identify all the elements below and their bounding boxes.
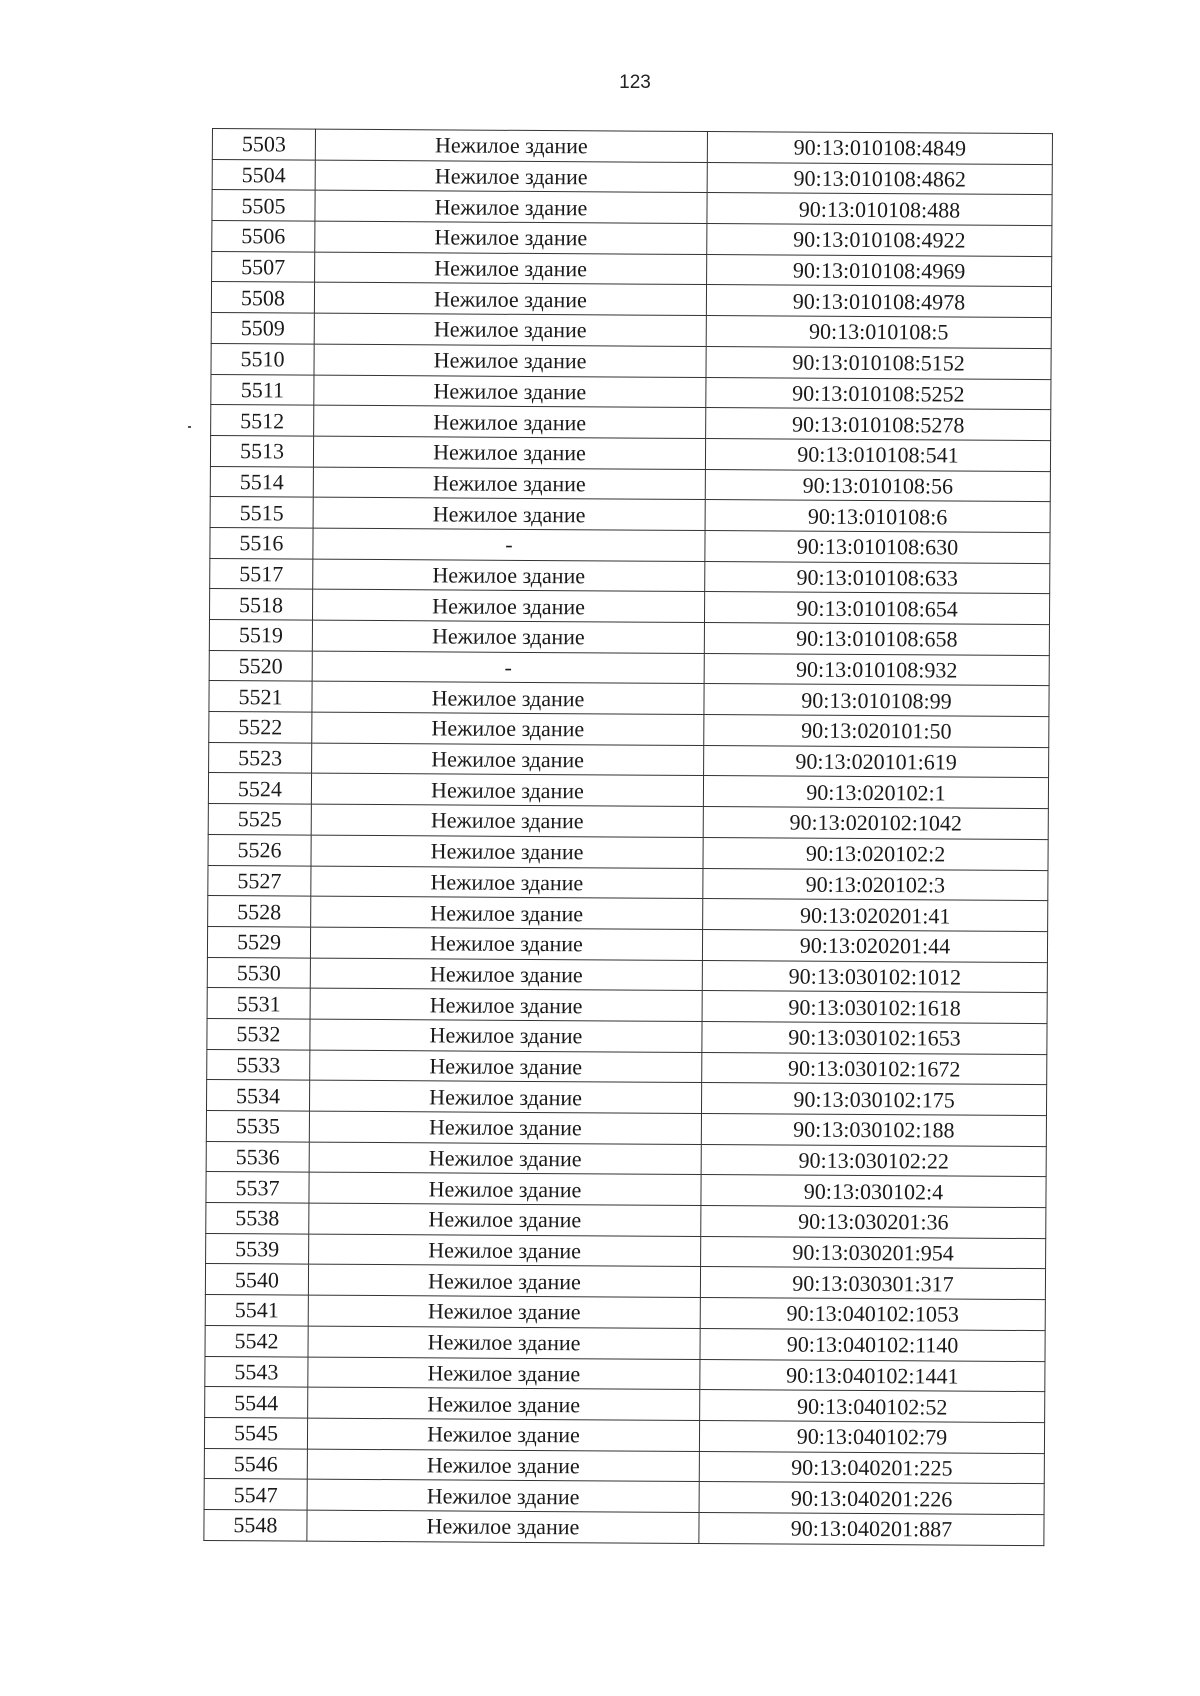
cadastral-number-cell: 90:13:030102:188: [701, 1114, 1046, 1147]
cadastral-number-cell: 90:13:010108:4862: [707, 162, 1052, 195]
object-type-cell: Нежилое здание: [310, 958, 702, 991]
row-number-cell: 5520: [209, 650, 312, 681]
row-number-cell: 5518: [209, 589, 312, 620]
row-number-cell: 5534: [206, 1080, 309, 1111]
table-row: [210, 435, 1050, 471]
table-row: [209, 742, 1049, 778]
table-row: [206, 1172, 1046, 1208]
object-type-cell: Нежилое здание: [313, 497, 705, 530]
object-type-cell: Нежилое здание: [311, 774, 703, 807]
row-number-cell: 5547: [204, 1479, 307, 1510]
table-row: [208, 773, 1048, 809]
object-type-cell: Нежилое здание: [314, 375, 706, 408]
table-row: [209, 650, 1049, 686]
row-number-cell: 5544: [205, 1387, 308, 1418]
cadastral-number-cell: 90:13:010108:5152: [706, 346, 1051, 379]
row-number-cell: 5514: [210, 466, 313, 497]
page-number: 123: [619, 72, 651, 93]
table-row: [211, 313, 1051, 349]
row-number-cell: 5536: [206, 1141, 309, 1172]
object-type-cell: Нежилое здание: [308, 1387, 700, 1420]
cadastral-number-cell: 90:13:020201:44: [702, 929, 1047, 962]
object-type-cell: Нежилое здание: [308, 1357, 700, 1390]
row-number-cell: 5511: [211, 374, 314, 405]
row-number-cell: 5533: [207, 1049, 310, 1080]
table-row: [204, 1448, 1044, 1484]
cadastral-number-cell: 90:13:020102:1042: [703, 807, 1048, 840]
object-type-cell: Нежилое здание: [308, 1295, 700, 1328]
cadastral-number-cell: 90:13:010108:6: [705, 500, 1050, 533]
row-number-cell: 5505: [212, 190, 315, 221]
row-number-cell: 5540: [205, 1264, 308, 1295]
table-row: [208, 804, 1048, 840]
cadastral-number-cell: 90:13:040201:226: [699, 1482, 1044, 1515]
object-type-cell: Нежилое здание: [310, 1050, 702, 1083]
table-row: [206, 1110, 1046, 1146]
table-row: [212, 251, 1052, 287]
table-row: [207, 957, 1047, 993]
object-type-cell: Нежилое здание: [311, 835, 703, 868]
object-type-cell: Нежилое здание: [312, 712, 704, 745]
table-row: [211, 374, 1051, 410]
margin-mark: [188, 426, 191, 428]
cadastral-number-cell: 90:13:030102:1012: [702, 960, 1047, 993]
object-type-cell: Нежилое здание: [309, 1080, 701, 1113]
object-type-cell: Нежилое здание: [311, 896, 703, 929]
cadastral-number-cell: 90:13:040102:52: [700, 1390, 1045, 1423]
cadastral-number-cell: 90:13:010108:5252: [706, 377, 1051, 410]
table-row: [206, 1080, 1046, 1116]
cadastral-number-cell: 90:13:030201:36: [701, 1206, 1046, 1239]
cadastral-number-cell: 90:13:010108:541: [705, 438, 1050, 471]
object-type-cell: Нежилое здание: [313, 436, 705, 469]
row-number-cell: 5507: [212, 251, 315, 282]
cadastral-number-cell: 90:13:010108:5278: [706, 408, 1051, 441]
row-number-cell: 5526: [208, 834, 311, 865]
table-row: [206, 1203, 1046, 1239]
row-number-cell: 5506: [212, 221, 315, 252]
cadastral-number-cell: 90:13:010108:56: [705, 469, 1050, 502]
cadastral-number-cell: 90:13:010108:633: [705, 561, 1050, 594]
cadastral-number-cell: 90:13:030102:1653: [702, 1021, 1047, 1054]
row-number-cell: 5543: [205, 1356, 308, 1387]
row-number-cell: 5528: [208, 896, 311, 927]
object-type-cell: Нежилое здание: [314, 344, 706, 377]
cadastral-number-cell: 90:13:030102:22: [701, 1144, 1046, 1177]
table-row: [205, 1356, 1045, 1392]
object-type-cell: Нежилое здание: [310, 927, 702, 960]
object-type-cell: Нежилое здание: [312, 589, 704, 622]
row-number-cell: 5548: [204, 1509, 307, 1540]
cadastral-number-cell: 90:13:010108:654: [704, 592, 1049, 625]
row-number-cell: 5542: [205, 1325, 308, 1356]
cadastral-number-cell: 90:13:010108:630: [705, 530, 1050, 563]
row-number-cell: 5527: [208, 865, 311, 896]
cadastral-number-cell: 90:13:010108:4922: [707, 224, 1052, 257]
row-number-cell: 5532: [207, 1018, 310, 1049]
row-number-cell: 5513: [210, 435, 313, 466]
table-row: [211, 405, 1051, 441]
cadastral-number-cell: 90:13:030102:175: [701, 1083, 1046, 1116]
table-row: [207, 1018, 1047, 1054]
row-number-cell: 5524: [208, 773, 311, 804]
cadastral-number-cell: 90:13:020102:2: [703, 837, 1048, 870]
cadastral-number-cell: 90:13:010108:658: [704, 623, 1049, 656]
table-row: [206, 1233, 1046, 1269]
table-row: [212, 221, 1052, 257]
cadastral-number-cell: 90:13:010108:932: [704, 653, 1049, 686]
object-type-cell: Нежилое здание: [312, 620, 704, 653]
cadastral-number-cell: 90:13:040102:1053: [700, 1298, 1045, 1331]
table-row: [209, 681, 1049, 717]
row-number-cell: 5546: [204, 1448, 307, 1479]
object-type-cell: Нежилое здание: [311, 804, 703, 837]
cadastral-number-cell: 90:13:030102:1618: [702, 991, 1047, 1024]
row-number-cell: 5512: [211, 405, 314, 436]
cadastral-number-cell: 90:13:030201:954: [701, 1236, 1046, 1269]
cadastral-number-cell: 90:13:010108:488: [707, 193, 1052, 226]
table-row: [204, 1417, 1044, 1453]
table-row: [206, 1141, 1046, 1177]
table-row: [209, 712, 1049, 748]
row-number-cell: 5517: [210, 558, 313, 589]
object-type-cell: Нежилое здание: [309, 1111, 701, 1144]
cadastral-number-cell: 90:13:020102:3: [703, 868, 1048, 901]
table-row: [209, 589, 1049, 625]
row-number-cell: 5535: [206, 1110, 309, 1141]
row-number-cell: 5503: [212, 129, 315, 160]
object-type-cell: Нежилое здание: [309, 1203, 701, 1236]
object-type-cell: Нежилое здание: [315, 221, 707, 254]
row-number-cell: 5519: [209, 619, 312, 650]
object-type-cell: Нежилое здание: [308, 1326, 700, 1359]
table-row: [209, 619, 1049, 655]
cadastral-number-cell: 90:13:030301:317: [700, 1267, 1045, 1300]
object-type-cell: Нежилое здание: [311, 866, 703, 899]
row-number-cell: 5537: [206, 1172, 309, 1203]
cadastral-number-cell: 90:13:020101:50: [704, 715, 1049, 748]
row-number-cell: 5508: [211, 282, 314, 313]
row-number-cell: 5529: [207, 926, 310, 957]
object-type-cell: Нежилое здание: [309, 1234, 701, 1267]
table-row: [210, 558, 1050, 594]
object-type-cell: Нежилое здание: [308, 1265, 700, 1298]
table-row: [212, 159, 1052, 195]
object-type-cell: Нежилое здание: [315, 160, 707, 193]
cadastral-number-cell: 90:13:030102:4: [701, 1175, 1046, 1208]
object-type-cell: Нежилое здание: [315, 129, 707, 162]
table-row: [210, 466, 1050, 502]
object-type-cell: Нежилое здание: [307, 1510, 699, 1543]
object-type-cell: Нежилое здание: [313, 467, 705, 500]
row-number-cell: 5541: [205, 1295, 308, 1326]
property-table: [203, 128, 1053, 1546]
row-number-cell: 5522: [209, 712, 312, 743]
object-type-cell: -: [312, 651, 704, 684]
table-row: [204, 1509, 1044, 1545]
row-number-cell: 5525: [208, 804, 311, 835]
cadastral-number-cell: 90:13:010108:4849: [707, 132, 1052, 165]
cadastral-number-cell: 90:13:010108:99: [704, 684, 1049, 717]
object-type-cell: Нежилое здание: [315, 191, 707, 224]
object-type-cell: Нежилое здание: [312, 681, 704, 714]
cadastral-number-cell: 90:13:010108:5: [706, 316, 1051, 349]
row-number-cell: 5516: [210, 527, 313, 558]
table-row: [210, 497, 1050, 533]
table-row: [208, 865, 1048, 901]
row-number-cell: 5509: [211, 313, 314, 344]
cadastral-number-cell: 90:13:030102:1672: [702, 1052, 1047, 1085]
cadastral-number-cell: 90:13:010108:4969: [707, 254, 1052, 287]
table-row: [207, 926, 1047, 962]
cadastral-number-cell: 90:13:020201:41: [703, 899, 1048, 932]
cadastral-number-cell: 90:13:010108:4978: [706, 285, 1051, 318]
object-type-cell: Нежилое здание: [309, 1142, 701, 1175]
object-type-cell: Нежилое здание: [310, 988, 702, 1021]
table-row: [205, 1387, 1045, 1423]
row-number-cell: 5523: [209, 742, 312, 773]
table-row: [212, 129, 1052, 165]
object-type-cell: Нежилое здание: [310, 1019, 702, 1052]
object-type-cell: Нежилое здание: [314, 313, 706, 346]
table-row: [210, 527, 1050, 563]
object-type-cell: Нежилое здание: [307, 1479, 699, 1512]
object-type-cell: Нежилое здание: [307, 1418, 699, 1451]
table-row: [205, 1295, 1045, 1331]
row-number-cell: 5545: [204, 1417, 307, 1448]
row-number-cell: 5510: [211, 343, 314, 374]
table-body: [204, 129, 1053, 1546]
object-type-cell: Нежилое здание: [307, 1449, 699, 1482]
row-number-cell: 5539: [206, 1233, 309, 1264]
row-number-cell: 5504: [212, 159, 315, 190]
object-type-cell: Нежилое здание: [313, 559, 705, 592]
object-type-cell: Нежилое здание: [315, 252, 707, 285]
cadastral-number-cell: 90:13:040201:887: [699, 1512, 1044, 1545]
cadastral-number-cell: 90:13:020102:1: [703, 776, 1048, 809]
row-number-cell: 5538: [206, 1203, 309, 1234]
table-row: [207, 988, 1047, 1024]
table-row: [208, 896, 1048, 932]
cadastral-number-cell: 90:13:040102:79: [699, 1420, 1044, 1453]
table-row: [207, 1049, 1047, 1085]
table-row: [208, 834, 1048, 870]
cadastral-number-cell: 90:13:040102:1140: [700, 1328, 1045, 1361]
table-row: [205, 1325, 1045, 1361]
row-number-cell: 5530: [207, 957, 310, 988]
table-row: [211, 282, 1051, 318]
cadastral-number-cell: 90:13:040102:1441: [700, 1359, 1045, 1392]
table-row: [211, 343, 1051, 379]
cadastral-number-cell: 90:13:040201:225: [699, 1451, 1044, 1484]
table-row: [205, 1264, 1045, 1300]
object-type-cell: Нежилое здание: [312, 743, 704, 776]
row-number-cell: 5515: [210, 497, 313, 528]
table-row: [212, 190, 1052, 226]
cadastral-number-cell: 90:13:020101:619: [704, 745, 1049, 778]
row-number-cell: 5531: [207, 988, 310, 1019]
object-type-cell: Нежилое здание: [309, 1172, 701, 1205]
table-row: [204, 1479, 1044, 1515]
object-type-cell: Нежилое здание: [314, 405, 706, 438]
row-number-cell: 5521: [209, 681, 312, 712]
object-type-cell: -: [313, 528, 705, 561]
object-type-cell: Нежилое здание: [314, 283, 706, 316]
